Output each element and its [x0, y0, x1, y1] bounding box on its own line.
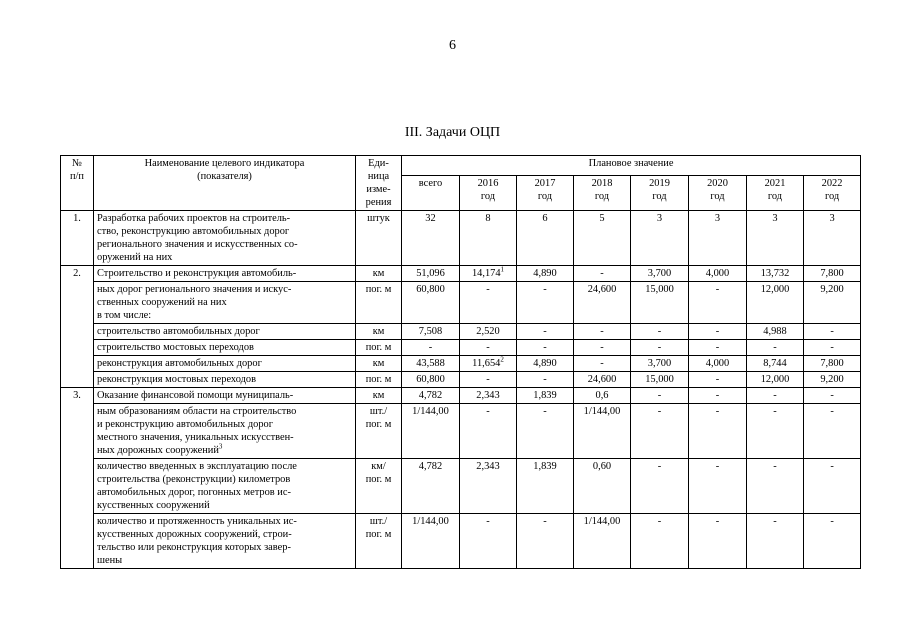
value-cell: -: [460, 282, 517, 324]
value-cell: -: [460, 340, 517, 356]
header-year: 2019 год: [631, 175, 689, 210]
row-number: 1.: [61, 211, 94, 266]
value-cell: 2,520: [460, 324, 517, 340]
value-cell: 5: [574, 211, 631, 266]
value-cell: 2,343: [460, 459, 517, 514]
value-cell: 12,000: [747, 372, 804, 388]
value-cell: 3: [804, 211, 861, 266]
indicator-name: Строительство и реконструкция автомобиль-: [94, 266, 356, 282]
value-cell: 1/144,00: [402, 404, 460, 459]
value-cell: -: [517, 404, 574, 459]
value-cell: 15,000: [631, 372, 689, 388]
value-cell: -: [631, 324, 689, 340]
value-cell: -: [804, 404, 861, 459]
indicator-name: количество и протяженность уникальных ис- кусственных дорожных сооружений, строи- тельство или реконструкция которых завер- шены: [94, 514, 356, 569]
value-cell: -: [747, 340, 804, 356]
table-row: [61, 356, 861, 372]
value-cell: 60,800: [402, 282, 460, 324]
indicators-table: [60, 155, 861, 569]
value-cell: 0,60: [574, 459, 631, 514]
header-year: 2021 год: [747, 175, 804, 210]
unit-cell: пог. м: [356, 282, 402, 324]
value-cell: 9,200: [804, 282, 861, 324]
indicator-name: реконструкция мостовых переходов: [94, 372, 356, 388]
value-cell: -: [402, 340, 460, 356]
header-year: 2018 год: [574, 175, 631, 210]
header-year: 2017 год: [517, 175, 574, 210]
unit-cell: пог. м: [356, 372, 402, 388]
table-row: [61, 266, 861, 282]
indicator-name: Оказание финансовой помощи муниципаль-: [94, 388, 356, 404]
value-cell: 2,343: [460, 388, 517, 404]
value-cell: 24,600: [574, 282, 631, 324]
value-cell: 3,700: [631, 266, 689, 282]
value-cell: 8,744: [747, 356, 804, 372]
indicator-name: Разработка рабочих проектов на строитель- ство, реконструкцию автомобильных дорог регионального значения и искусственных со- оружений на них: [94, 211, 356, 266]
value-cell: 60,800: [402, 372, 460, 388]
value-cell: -: [574, 324, 631, 340]
value-cell: 1/144,00: [574, 514, 631, 569]
header-year: 2022 год: [804, 175, 861, 210]
value-cell: -: [689, 404, 747, 459]
value-cell: 3: [747, 211, 804, 266]
header-num: № п/п: [61, 156, 94, 211]
value-cell: 1/144,00: [574, 404, 631, 459]
value-cell: 32: [402, 211, 460, 266]
unit-cell: км: [356, 388, 402, 404]
header-plan: Плановое значение: [402, 156, 861, 176]
value-cell: -: [804, 324, 861, 340]
indicator-name: ным образованиям области на строительство и реконструкцию автомобильных дорог местного значения, уникальных искусствен- ных дорожных сооружений$^3$: [94, 404, 356, 459]
value-cell: -: [517, 324, 574, 340]
value-cell: -: [689, 459, 747, 514]
value-cell: 4,000: [689, 266, 747, 282]
value-cell: 9,200: [804, 372, 861, 388]
value-cell: 0,6: [574, 388, 631, 404]
table-row: [61, 514, 861, 569]
value-cell: -: [631, 404, 689, 459]
value-cell: -: [804, 388, 861, 404]
header-name: Наименование целевого индикатора (показателя): [94, 156, 356, 211]
value-cell: 7,800: [804, 356, 861, 372]
section-title: III. Задачи ОЦП: [404, 125, 501, 140]
value-cell: 4,782: [402, 459, 460, 514]
value-cell: -: [517, 340, 574, 356]
value-cell: 7,508: [402, 324, 460, 340]
unit-cell: км: [356, 356, 402, 372]
indicator-name: строительство мостовых переходов: [94, 340, 356, 356]
value-cell: -: [689, 282, 747, 324]
value-cell: 1,839: [517, 388, 574, 404]
value-cell: -: [574, 356, 631, 372]
value-cell: -: [804, 340, 861, 356]
header-year: 2020 год: [689, 175, 747, 210]
value-cell: -: [747, 404, 804, 459]
unit-cell: пог. м: [356, 340, 402, 356]
value-cell: 24,600: [574, 372, 631, 388]
value-cell: 1,839: [517, 459, 574, 514]
value-cell: 3: [631, 211, 689, 266]
footnote-mark: 2: [500, 355, 504, 364]
table-row: [61, 372, 861, 388]
table-row: [61, 340, 861, 356]
header-year: 2016 год: [460, 175, 517, 210]
value-cell: 14,174$^1$: [460, 266, 517, 282]
table-row: [61, 324, 861, 340]
value-cell: 51,096: [402, 266, 460, 282]
value-cell: -: [631, 514, 689, 569]
unit-cell: шт./ пог. м: [356, 514, 402, 569]
value-cell: -: [574, 340, 631, 356]
unit-cell: км/ пог. м: [356, 459, 402, 514]
value-cell: -: [804, 459, 861, 514]
value-cell: 3,700: [631, 356, 689, 372]
value-cell: -: [460, 404, 517, 459]
indicator-name: ных дорог регионального значения и искус- ственных сооружений на них в том числе:: [94, 282, 356, 324]
value-cell: 4,782: [402, 388, 460, 404]
value-cell: 13,732: [747, 266, 804, 282]
indicator-name: реконструкция автомобильных дорог: [94, 356, 356, 372]
value-cell: -: [689, 514, 747, 569]
row-number: 3.: [61, 388, 94, 569]
value-cell: 4,890: [517, 356, 574, 372]
page-number: 6: [449, 38, 456, 53]
table-row: [61, 404, 861, 459]
header-row: [61, 156, 861, 176]
unit-cell: штук: [356, 211, 402, 266]
value-cell: -: [517, 514, 574, 569]
indicator-name: строительство автомобильных дорог: [94, 324, 356, 340]
value-cell: -: [574, 266, 631, 282]
value-cell: -: [517, 282, 574, 324]
value-cell: -: [747, 459, 804, 514]
indicator-name: количество введенных в эксплуатацию после строительства (реконструкции) километров автомобильных дорог, погонных метров ис- кусственных сооружений: [94, 459, 356, 514]
footnote-mark: 1: [500, 265, 505, 274]
table-row: [61, 388, 861, 404]
value-cell: 11,654$^2$: [460, 356, 517, 372]
value-cell: -: [460, 514, 517, 569]
value-cell: -: [689, 388, 747, 404]
table-row: [61, 282, 861, 324]
value-cell: -: [804, 514, 861, 569]
value-cell: 15,000: [631, 282, 689, 324]
value-cell: 6: [517, 211, 574, 266]
row-number: 2.: [61, 266, 94, 388]
value-cell: 8: [460, 211, 517, 266]
value-cell: -: [747, 388, 804, 404]
table-row: [61, 459, 861, 514]
unit-cell: шт./ пог. м: [356, 404, 402, 459]
value-cell: -: [460, 372, 517, 388]
table-row: [61, 211, 861, 266]
value-cell: 1/144,00: [402, 514, 460, 569]
value-cell: -: [631, 340, 689, 356]
value-cell: 4,000: [689, 356, 747, 372]
value-cell: -: [689, 340, 747, 356]
value-cell: -: [517, 372, 574, 388]
value-cell: 3: [689, 211, 747, 266]
value-cell: -: [631, 459, 689, 514]
value-cell: -: [689, 324, 747, 340]
value-cell: -: [747, 514, 804, 569]
value-cell: -: [689, 372, 747, 388]
value-cell: 12,000: [747, 282, 804, 324]
value-cell: -: [631, 388, 689, 404]
value-cell: 4,988: [747, 324, 804, 340]
header-unit: Еди- ница изме- рения: [356, 156, 402, 211]
value-cell: 7,800: [804, 266, 861, 282]
footnote-mark: 3: [218, 442, 223, 451]
unit-cell: км: [356, 266, 402, 282]
unit-cell: км: [356, 324, 402, 340]
value-cell: 43,588: [402, 356, 460, 372]
value-cell: 4,890: [517, 266, 574, 282]
header-year: всего: [402, 175, 460, 210]
